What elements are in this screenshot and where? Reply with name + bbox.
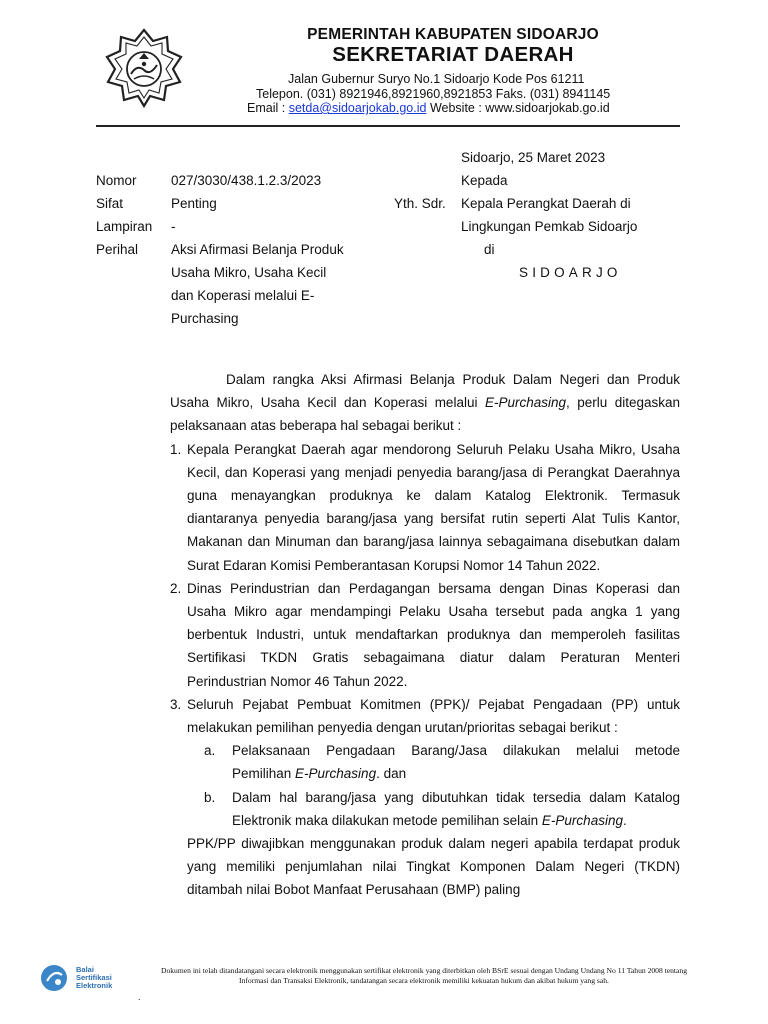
letter-date: Sidoarjo, 25 Maret 2023 <box>461 150 606 165</box>
recipient-line: Kepala Perangkat Daerah di <box>461 196 631 211</box>
intro-text-end: , perlu ditegaskan pelaksanaan atas beberapa hal sebagai berikut : <box>170 395 680 434</box>
website-text: Website : www.sidoarjokab.go.id <box>426 101 610 115</box>
follow-up-paragraph: PPK/PP diwajibkan menggunakan produk dalam negeri apabila terdapat produk yang memiliki penjumlahan nilai Tingkat Komponen Dalam Negeri (TKDN) ditambah nilai Bobot Manfaat Perusahaan (BMP) paling <box>187 836 680 898</box>
recipient-di: di <box>484 242 495 257</box>
perihal-line: dan Koperasi melalui E- <box>171 288 315 303</box>
sub-list-letter: a. <box>204 743 216 759</box>
nomor-value: 027/3030/438.1.2.3/2023 <box>171 173 322 188</box>
bsre-line: Sertifikasi <box>76 973 112 983</box>
bsre-line: Elektronik <box>76 981 113 991</box>
recipient-line: Lingkungan Pemkab Sidoarjo <box>461 219 638 234</box>
office-phone: Telepon. (031) 8921946,8921960,8921853 Faks. (031) 8941145 <box>256 87 611 101</box>
yth-label: Yth. Sdr. <box>394 196 446 211</box>
office-contact <box>247 101 610 115</box>
footer-mark: . <box>138 992 141 1002</box>
list-number: 2. <box>170 580 182 596</box>
instruction-list <box>170 438 680 902</box>
government-name: PEMERINTAH KABUPATEN SIDOARJO <box>307 26 599 43</box>
perihal-line: Aksi Afirmasi Belanja Produk <box>171 242 344 257</box>
bsre-label <box>76 966 112 991</box>
intro-text: Dalam rangka Aksi Afirmasi Belanja Produk Dalam Negeri dan Produk Usaha Mikro, Usaha Kecil dan Koperasi melalui <box>170 372 680 411</box>
email-label: Email : <box>247 101 289 115</box>
sidoarjo-coat-of-arms-icon <box>104 28 184 108</box>
intro-emphasis: E-Purchasing <box>484 395 566 411</box>
esign-notice: Dokumen ini telah ditandatangani secara elektronik menggunakan sertifikat elektronik yang diterbitkan oleh BSrE sesuai dengan Undang Undang No 11 Tahun 2008 tentang Informasi dan Transaksi Elektronik, tandatangan secara elektronik memiliki kekuatan hukum dan akibat hukum yang sah. <box>160 966 688 985</box>
sub-item-emphasis: E-Purchasing <box>541 812 623 828</box>
letterhead-divider <box>96 125 680 127</box>
office-address: Jalan Gubernur Suryo No.1 Sidoarjo Kode Pos 61211 <box>288 72 585 86</box>
sub-item-text-end: . dan <box>376 766 407 782</box>
list-item-text: Kepala Perangkat Daerah agar mendorong Seluruh Pelaku Usaha Mikro, Usaha Kecil, dan Koperasi yang menjadi penyedia barang/jasa di Perangkat Daerahnya guna menayangkan produknya ke dalam Katalog Elektronik. Termasuk diantaranya penyedia barang/jasa yang bersifat rutin seperti Alat Tulis Kantor, Makanan dan Minuman dan barang/jasa lainnya sebagaimana disebutkan dalam Surat Edaran Komisi Pemberantasan Korupsi Nomor 14 Tahun 2022. <box>187 441 680 573</box>
recipient-city: SIDOARJO <box>519 265 622 280</box>
intro-paragraph <box>170 368 680 438</box>
sub-item-text-end: . <box>622 812 627 828</box>
sub-item-text: Pelaksanaan Pengadaan Barang/Jasa dilakukan melalui metode Pemilihan <box>232 743 680 782</box>
office-name: SEKRETARIAT DAERAH <box>332 43 574 66</box>
lampiran-value: - <box>171 219 176 234</box>
list-item-text: Seluruh Pejabat Pembuat Komitmen (PPK)/ Pejabat Pengadaan (PP) untuk melakukan pemilihan penyedia dengan urutan/prioritas sebagai berikut : <box>187 696 680 736</box>
list-item-text: Dinas Perindustrian dan Perdagangan bersama dengan Dinas Koperasi dan Usaha Mikro agar mendampingi Pelaku Usaha tersebut pada angka 1 yang berbentuk Industri, untuk mendaftarkan produknya dan memperoleh fasilitas Sertifikasi TKDN Gratis sebagaimana diatur dalam Peraturan Menteri Perindustrian Nomor 46 Tahun 2022. <box>187 580 680 689</box>
sub-list-item <box>204 739 680 785</box>
sub-list-item <box>204 786 680 832</box>
email-link[interactable]: setda@sidoarjokab.go.id <box>288 101 427 115</box>
list-item <box>170 577 680 693</box>
lampiran-label: Lampiran <box>96 219 153 234</box>
perihal-line: Usaha Mikro, Usaha Kecil <box>171 265 327 280</box>
list-number: 3. <box>170 696 182 712</box>
sub-item-emphasis: E-Purchasing <box>295 766 377 782</box>
list-item <box>170 438 680 577</box>
sub-item-text: Dalam hal barang/jasa yang dibutuhkan tidak tersedia dalam Katalog Elektronik maka dilakukan metode pemilihan selain <box>232 789 680 828</box>
list-number: 1. <box>170 441 182 457</box>
kepada-label: Kepada <box>461 173 508 188</box>
list-item <box>170 693 680 832</box>
sub-list-letter: b. <box>204 789 216 805</box>
letter-body <box>170 368 680 902</box>
perihal-label: Perihal <box>96 242 139 257</box>
sifat-value: Penting <box>171 196 217 211</box>
sub-list <box>187 739 680 832</box>
bsre-line: Balai <box>76 965 94 974</box>
sifat-label: Sifat <box>96 196 124 211</box>
perihal-line: Purchasing <box>171 311 239 326</box>
nomor-label: Nomor <box>96 173 137 188</box>
